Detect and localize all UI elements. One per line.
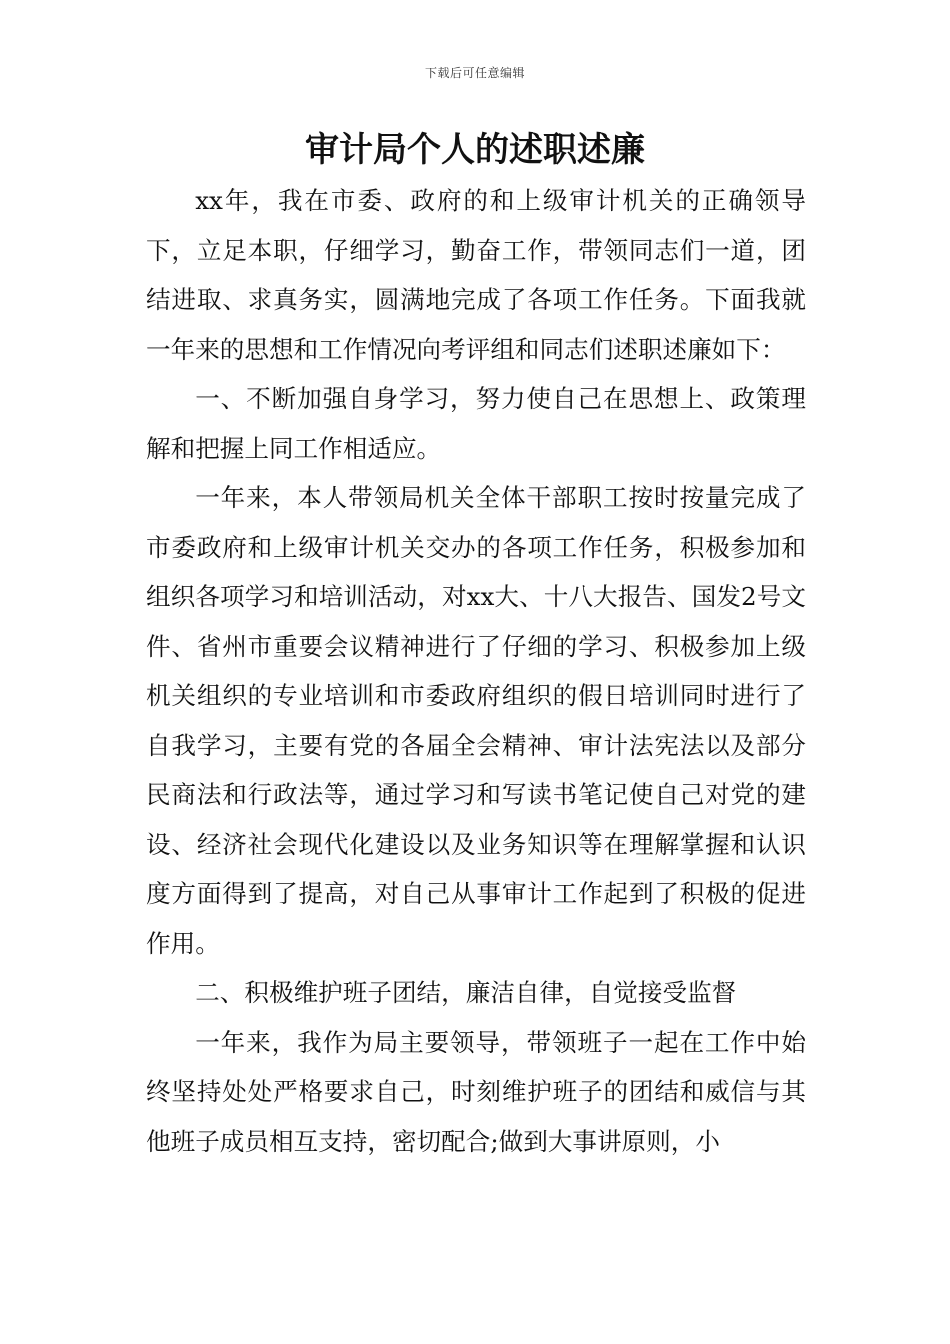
header-note: 下载后可任意编辑: [424, 66, 525, 80]
paragraph-section-1-body: 一年来，本人带领局机关全体干部职工按时按量完成了市委政府和上级审计机关交办的各项工作任务，积极参加和组织各项学习和培训活动，对xx大、十八大报告、国发2号文件、省州市重要会议精神进行了仔细的学习、积极参加上级机关组织的专业培训和市委政府组织的假日培训同时进行了自我学习，主要有党的各届全会精神、审计法宪法以及部分民商法和行政法等，通过学习和写读书笔记使自己对党的建设、经济社会现代化建设以及业务知识等在理解掌握和认识度方面得到了提高，对自己从事审计工作起到了积极的促进作用。: [146, 483, 806, 958]
paragraph-intro: xx年，我在市委、政府的和上级审计机关的正确领导下，立足本职，仔细学习，勤奋工作，带领同志们一道，团结进取、求真务实，圆满地完成了各项工作任务。下面我就一年来的思想和工作情况向考评组和同志们述职述廉如下：: [146, 186, 806, 364]
paragraph-section-1-heading: 一、不断加强自身学习，努力使自己在思想上、政策理解和把握上同工作相适应。: [146, 384, 806, 463]
document-title: 审计局个人的述职述廉: [305, 130, 645, 170]
paragraph-section-2-heading: 二、积极维护班子团结，廉洁自律，自觉接受监督: [195, 978, 737, 1007]
document-body: [146, 176, 806, 1166]
paragraph-section-2-body: 一年来，我作为局主要领导，带领班子一起在工作中始终坚持处处严格要求自己，时刻维护班子的团结和威信与其他班子成员相互支持，密切配合;做到大事讲原则，小: [146, 1027, 806, 1156]
